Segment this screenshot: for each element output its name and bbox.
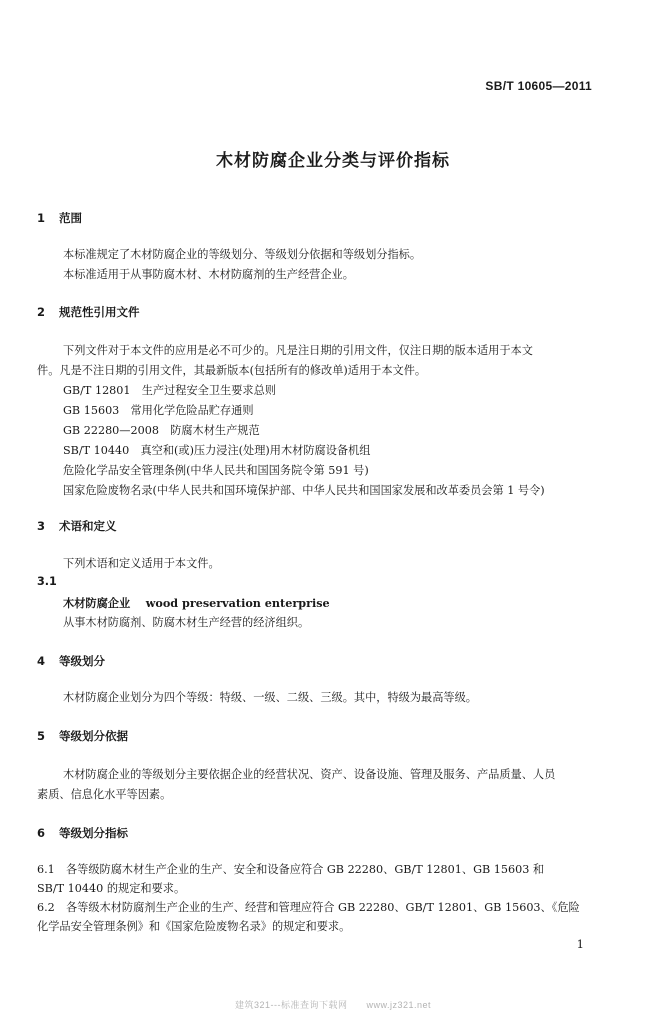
reference-item: 危险化学品安全管理条例(中华人民共和国国务院令第 591 号): [63, 464, 369, 477]
section-title: 规范性引用文件: [59, 305, 140, 319]
term-chinese: 木材防腐企业: [63, 597, 131, 610]
section-1-heading: [37, 210, 82, 226]
section-4-paragraph: 木材防腐企业划分为四个等级：特级、一级、二级、三级。其中，特级为最高等级。: [63, 691, 477, 704]
reference-item: GB 15603 常用化学危险品贮存通则: [63, 404, 254, 417]
section-title: 等级划分指标: [59, 826, 128, 840]
clause-6-2-line-1: 6.2 各等级木材防腐剂生产企业的生产、经营和管理应符合 GB 22280、GB/T 12801、GB 15603、《危险: [37, 901, 580, 914]
section-1-paragraph-1: 本标准规定了木材防腐企业的等级划分、等级划分依据和等级划分指标。: [63, 248, 422, 261]
section-5-paragraph-line-1: 木材防腐企业的等级划分主要依据企业的经营状况、资产、设备设施、管理及服务、产品质量、人员: [63, 768, 556, 781]
section-title: 等级划分: [59, 654, 105, 668]
term-definition: 从事木材防腐剂、防腐木材生产经营的经济组织。: [63, 616, 310, 629]
watermark: 建筑321---标准查询下载网 www.jz321.net: [234, 1000, 432, 1010]
subsection-number: 3.1: [37, 575, 57, 588]
section-3-heading: [37, 518, 117, 534]
clause-6-1-line-2: SB/T 10440 的规定和要求。: [37, 882, 186, 895]
section-number: 4: [37, 654, 46, 668]
section-4-heading: [37, 653, 105, 669]
section-3-paragraph: 下列术语和定义适用于本文件。: [63, 557, 220, 570]
section-title: 等级划分依据: [59, 729, 128, 743]
term-line: [63, 595, 330, 611]
document-title: 木材防腐企业分类与评价指标: [216, 151, 450, 171]
page-number: 1: [576, 937, 584, 951]
reference-item: GB 22280—2008 防腐木材生产规范: [63, 424, 260, 437]
term-english: wood preservation enterprise: [145, 596, 330, 610]
reference-item: SB/T 10440 真空和(或)压力浸注(处理)用木材防腐设备机组: [63, 444, 371, 457]
section-2-heading: [37, 304, 140, 320]
section-title: 范围: [59, 211, 82, 225]
section-2-paragraph-line-1: 下列文件对于本文件的应用是必不可少的。凡是注日期的引用文件，仅注日期的版本适用于本文: [63, 344, 533, 357]
clause-6-1-line-1: 6.1 各等级防腐木材生产企业的生产、安全和设备应符合 GB 22280、GB/T 12801、GB 15603 和: [37, 863, 545, 876]
section-number: 2: [37, 305, 46, 319]
section-number: 1: [37, 211, 46, 225]
clause-6-2-line-2: 化学品安全管理条例》和《国家危险废物名录》的规定和要求。: [37, 920, 351, 933]
reference-item: 国家危险废物名录(中华人民共和国环境保护部、中华人民共和国国家发展和改革委员会第 1 号令): [63, 484, 545, 497]
section-6-heading: [37, 825, 128, 841]
section-5-paragraph-line-2: 素质、信息化水平等因素。: [37, 788, 172, 801]
section-1-paragraph-2: 本标准适用于从事防腐木材、木材防腐剂的生产经营企业。: [63, 268, 354, 281]
section-2-paragraph-line-2: 件。凡是不注日期的引用文件，其最新版本(包括所有的修改单)适用于本文件。: [37, 364, 427, 377]
section-5-heading: [37, 728, 128, 744]
standard-number: SB/T 10605—2011: [485, 79, 592, 93]
section-number: 5: [37, 729, 46, 743]
section-title: 术语和定义: [59, 519, 117, 533]
section-number: 6: [37, 826, 46, 840]
section-number: 3: [37, 519, 46, 533]
reference-item: GB/T 12801 生产过程安全卫生要求总则: [63, 384, 276, 397]
